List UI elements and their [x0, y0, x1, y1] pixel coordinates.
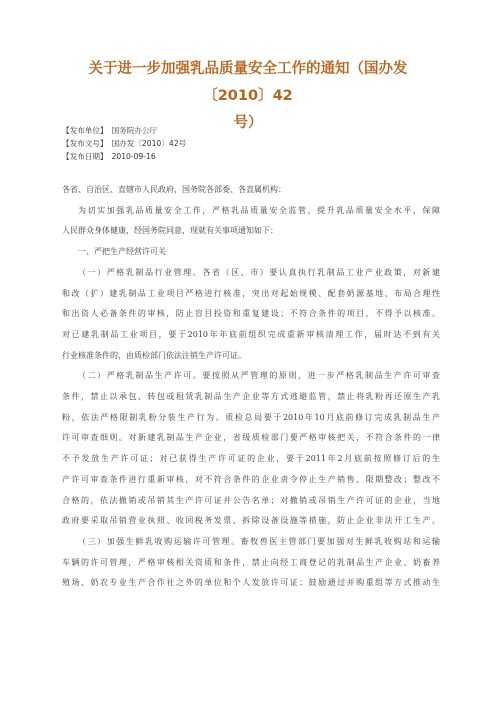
- meta-label: 【发布日期】: [62, 152, 108, 161]
- paragraph-line: 殖场、奶农专业生产合作社之外的单位和个人发放许可证；鼓励通过并购重组等方式推动生: [62, 578, 440, 588]
- paragraph-line: 条件，禁止以承包、转包或租赁乳制品生产企业等方式逃避监管，禁止将乳粉再还原生产乳: [62, 392, 440, 402]
- intro-line: 为切实加强乳品质量安全工作，严格乳品质量安全监管，提升乳品质量安全水平，保障: [78, 205, 440, 215]
- intro-line: 人民群众身体健康，经国务院同意，现就有关事项通知如下：: [62, 226, 278, 236]
- meta-value: 国务院办公厅: [111, 126, 158, 135]
- publication-meta: [62, 124, 442, 163]
- document-body: [62, 180, 440, 594]
- paragraph-line: 政府要采取吊销营业执照、收回税务发票、拆除设备设施等措施，防止企业非法开工生产。: [62, 516, 440, 526]
- paragraph-line: （三）加强生鲜乳收购运输许可管理。畜牧兽医主管部门要加强对生鲜乳收购站和运输: [78, 536, 440, 546]
- paragraph-line: 对已建乳制品工业项目，要于2010年年底前组织完成重新审核清理工作，届时达不到有关: [62, 329, 440, 339]
- meta-value: 国办发〔2010〕42号: [111, 139, 187, 148]
- meta-label: 【发布文号】: [62, 139, 108, 148]
- paragraph-line: 和出资人必备条件的审核，防止盲目投资和重复建设；不符合条件的项目，不得予以核准。: [62, 309, 440, 319]
- paragraph-line: 许可审查细则。对新建乳制品生产企业，省级质检部门要严格审核把关，不符合条件的一律: [62, 433, 440, 443]
- paragraph-line: 不予发放生产许可证；对已获得生产许可证的企业，要于2011年2月底前按照修订后的生: [62, 454, 440, 464]
- paragraph-line: 粉，依法严格限制乳粉分装生产行为。质检总局要于2010年10月底前修订完成乳制品生产: [62, 412, 440, 422]
- paragraph-line: 产许可审查条件进行重新审核，对不符合条件的企业责令停止生产销售、限期整改；整改不: [62, 474, 440, 484]
- meta-label: 【发布单位】: [62, 126, 108, 135]
- paragraph-line: 合格的，依法撤销或吊销其生产许可证并公告名单；对撤销或吊销生产许可证的企业，当地: [62, 495, 440, 505]
- paragraph-line: （一）严格乳制品行业管理。各省（区、市）要认真执行乳制品工业产业政策，对新建: [78, 267, 440, 277]
- title-line-2: 号）: [233, 115, 263, 131]
- meta-docno-row: [62, 137, 442, 150]
- section-heading: 一、严把生产经营许可关: [78, 247, 166, 257]
- paragraph-line: 和改（扩）建乳制品工业项目严格进行核准，突出对起始规模、配套奶源基地、布局合理性: [62, 288, 440, 298]
- paragraph-line: （二）严格乳制品生产许可。要按照从严管理的原则，进一步严格乳制品生产许可审查: [78, 371, 440, 381]
- paragraph-line: 行业核准条件的，由质检部门依法注销生产许可证。: [62, 350, 246, 360]
- paragraph-line: 车辆的许可管理，严格审核相关资质和条件，禁止向经工商登记的乳制品生产企业、奶畜养: [62, 557, 440, 567]
- title-line-1: 关于进一步加强乳品质量安全工作的通知（国办发〔2010〕42: [88, 61, 408, 104]
- meta-date-row: [62, 150, 442, 163]
- salutation: 各省、自治区、直辖市人民政府，国务院各部委、各直属机构：: [62, 185, 286, 194]
- meta-value: 2010-09-16: [111, 152, 156, 161]
- meta-issuer-row: [62, 124, 442, 137]
